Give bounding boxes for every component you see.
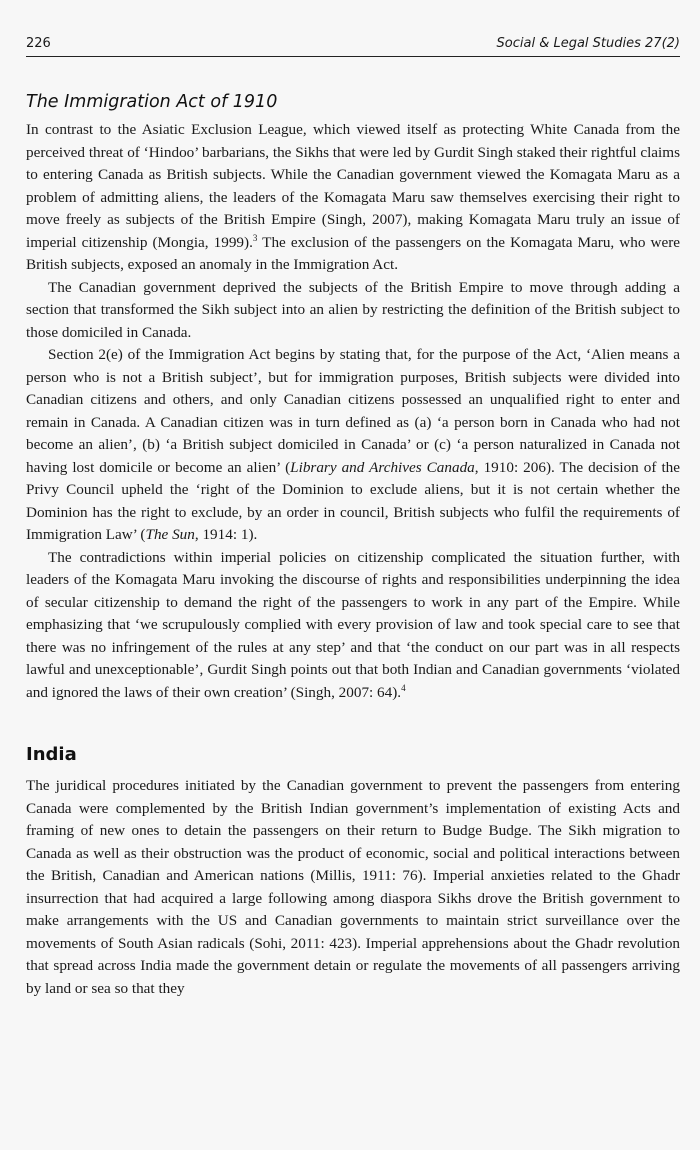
journal-title: Social & Legal Studies 27(2) [496,36,680,51]
running-header [26,34,680,57]
citation-title: Library and Archives Canada [290,458,475,476]
text-run: The exclusion of the passengers on the Komagata Maru, who were British subjects, exposed an anomaly in the Immigration Act. [26,233,680,273]
paragraph [26,119,680,277]
section-heading-immigration-act: The Immigration Act of 1910 [26,92,278,112]
text-run: The contradictions within imperial policies on citizenship complicated the situation further, with leaders of the Komagata Maru invoking the discourse of rights and responsibilities underpinning the idea of secular citizenship to demand the right of the passengers to work in any part of the Empire. While emphasizing that ‘we scrupulously complied with every provision of law and took special care to see that there was no infringement of the rules at any step’ and that ‘the conduct on our part was in all respects lawful and unexceptionable’, Gurdit Singh points out that both Indian and Canadian governments ‘violated and ignored the laws of their own creation’ (Singh, 2007: 64). [26,548,680,701]
article-body [26,92,680,1000]
paragraph [26,547,680,705]
text-run: In contrast to the Asiatic Exclusion League, which viewed itself as protecting White Canada from the perceived threat of ‘Hindoo’ barbarians, the Sikhs that were led by Gurdit Singh staked their rightful claims to entering Canada as British subjects. While the Canadian government viewed the Komagata Maru as a problem of admitting aliens, the leaders of the Komagata Maru saw themselves exercising their right to move freely as subjects of the British Empire (Singh, 2007), making Komagata Maru truly an issue of imperial citizenship (Mongia, 1999). [26,121,680,251]
text-run: , 1914: 1). [194,526,258,543]
paragraph [26,344,680,547]
text-run: Section 2(e) of the Immigration Act begins by stating that, for the purpose of the Act, ‘Alien means a person who is not a British subject’, but for immigration purposes, British subjects were divided into Canadian citizens and others, and only Canadian citizens possessed an unqualified right to enter and remain in Canada. A Canadian citizen was in turn defined as (a) ‘a person born in Canada who had not become an alien’, (b) ‘a British subject domiciled in Canada’ or (c) ‘a person naturalized in Canada not having lost domicile or become an alien’ ( [26,346,680,476]
text-run: , 1910: 206). The decision of the Privy Council upheld the ‘right of the Dominion to exclude aliens, but it is not certain whether the Dominion has the right to exclude, by an order in council, British subjects who fulfil the requirements of Immigration Law’ ( [26,458,680,543]
paragraph: The juridical procedures initiated by the Canadian government to prevent the passengers from entering Canada were complemented by the British Indian government’s implementation of existing Acts and framing of new ones to detain the passengers on their return to Budge Budge. The Sikh migration to Canada as well as their obstruction was the product of economic, social and political interactions between the British, Canadian and American nations (Millis, 1911: 76). Imperial anxieties related to the Ghadr insurrection that had acquired a large following among diaspora Sikhs drove the British government to make arrangements with the US and Canadian governments to maintain strict surveillance over the movements of South Asian radicals (Sohi, 2011: 423). Imperial apprehensions about the Ghadr revolution that spread across India made the government detain or regulate the movements of all passengers arriving by land or sea so that they [26,777,680,997]
paragraph: The Canadian government deprived the subjects of the British Empire to move through adding a section that transformed the Sikh subject into an alien by restricting the definition of the British subject to those domiciled in Canada. [26,278,680,341]
footnote-ref[interactable]: 3 [252,232,258,243]
section-heading-india: India [26,744,77,765]
page-number: 226 [26,36,51,51]
footnote-ref[interactable]: 4 [401,682,406,693]
citation-title: The Sun [145,526,195,543]
